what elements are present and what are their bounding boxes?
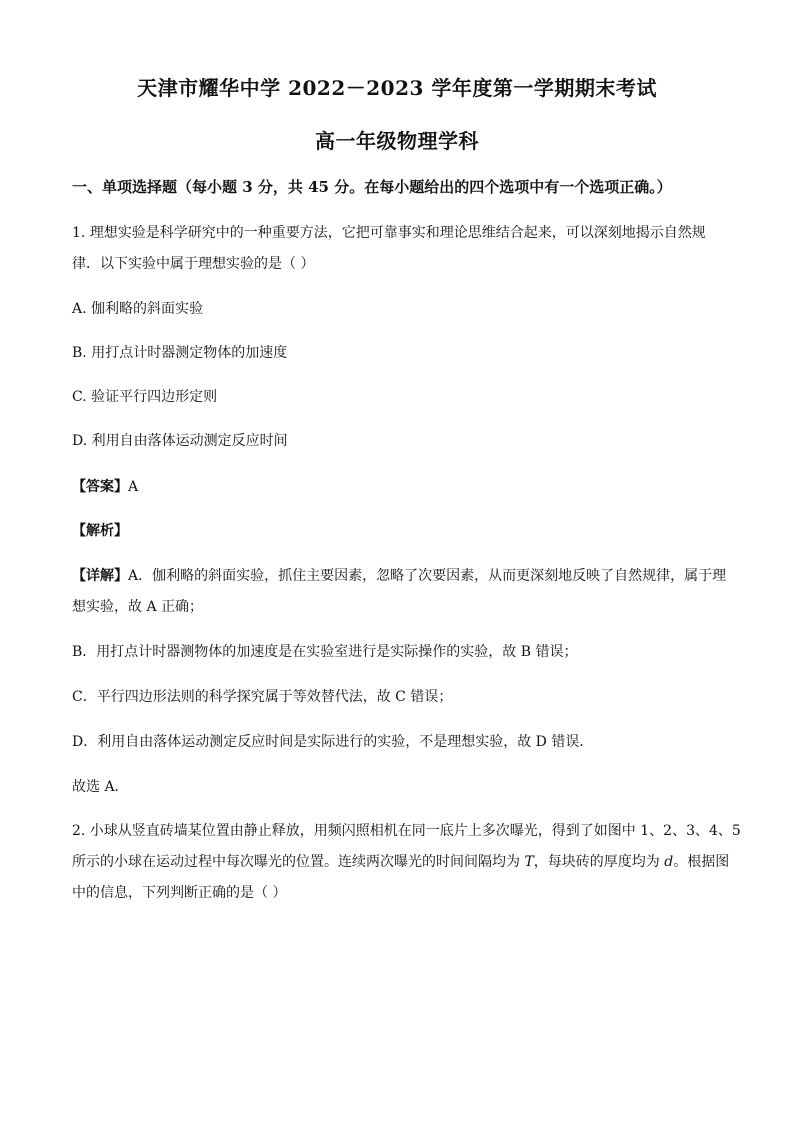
q1-option-c: C. 验证平行四边形定则 — [72, 389, 218, 405]
exam-title: 天津市耀华中学 2022－2023 学年度第一学期期末考试 — [137, 76, 657, 100]
q2-stem-line3: 中的信息，下列判断正确的是（ ） — [72, 885, 287, 901]
detail-text: A．伽利略的斜面实验，抓住主要因素，忽略了次要因素，从而更深刻地反映了自然规律，属于理 — [128, 568, 727, 584]
q2-text-c: 。根据图 — [673, 854, 730, 870]
exam-subtitle: 高一年级物理学科 — [315, 129, 479, 153]
detail-label: 【详解】 — [72, 568, 128, 584]
q1-analysis-label: 【解析】 — [72, 523, 128, 539]
q1-detail-line1 — [72, 565, 726, 585]
q2-stem-line1: 2. 小球从竖直砖墙某位置由静止释放，用频闪照相机在同一底片上多次曝光，得到了如图中 1、2、3、4、5 — [72, 823, 741, 839]
q1-answer — [72, 476, 138, 496]
q1-detail-b: B．用打点计时器测物体的加速度是在实验室进行是实际操作的实验，故 B 错误； — [72, 644, 578, 660]
section-heading: 一、单项选择题（每小题 3 分，共 45 分。在每小题给出的四个选项中有一个选项正确。） — [72, 178, 672, 196]
q1-conclusion: 故选 A． — [72, 779, 129, 795]
q2-text-b: ，每块砖的厚度均为 — [533, 854, 665, 870]
q1-stem-line2: 律．以下实验中属于理想实验的是（ ） — [72, 256, 315, 272]
q1-option-d: D. 利用自由落体运动测定反应时间 — [72, 433, 288, 449]
q2-text-a: 所示的小球在运动过程中每次曝光的位置。连续两次曝光的时间间隔均为 — [72, 854, 525, 870]
q1-option-b: B. 用打点计时器测定物体的加速度 — [72, 345, 288, 361]
q1-stem-line1: 1. 理想实验是科学研究中的一种重要方法，它把可靠事实和理论思维结合起来，可以深刻地揭示自然规 — [72, 225, 706, 241]
q2-var-d: d — [664, 854, 674, 870]
answer-value: A — [128, 479, 139, 495]
q1-detail-d: D．利用自由落体运动测定反应时间是实际进行的实验，不是理想实验，故 D 错误． — [72, 734, 594, 750]
q2-var-t: T — [524, 854, 534, 870]
q1-option-a: A. 伽利略的斜面实验 — [72, 301, 204, 317]
q1-detail-line2: 想实验，故 A 正确； — [72, 599, 204, 615]
q1-detail-c: C．平行四边形法则的科学探究属于等效替代法，故 C 错误； — [72, 689, 453, 705]
q2-stem-line2 — [72, 851, 729, 871]
answer-label: 【答案】 — [72, 479, 128, 495]
